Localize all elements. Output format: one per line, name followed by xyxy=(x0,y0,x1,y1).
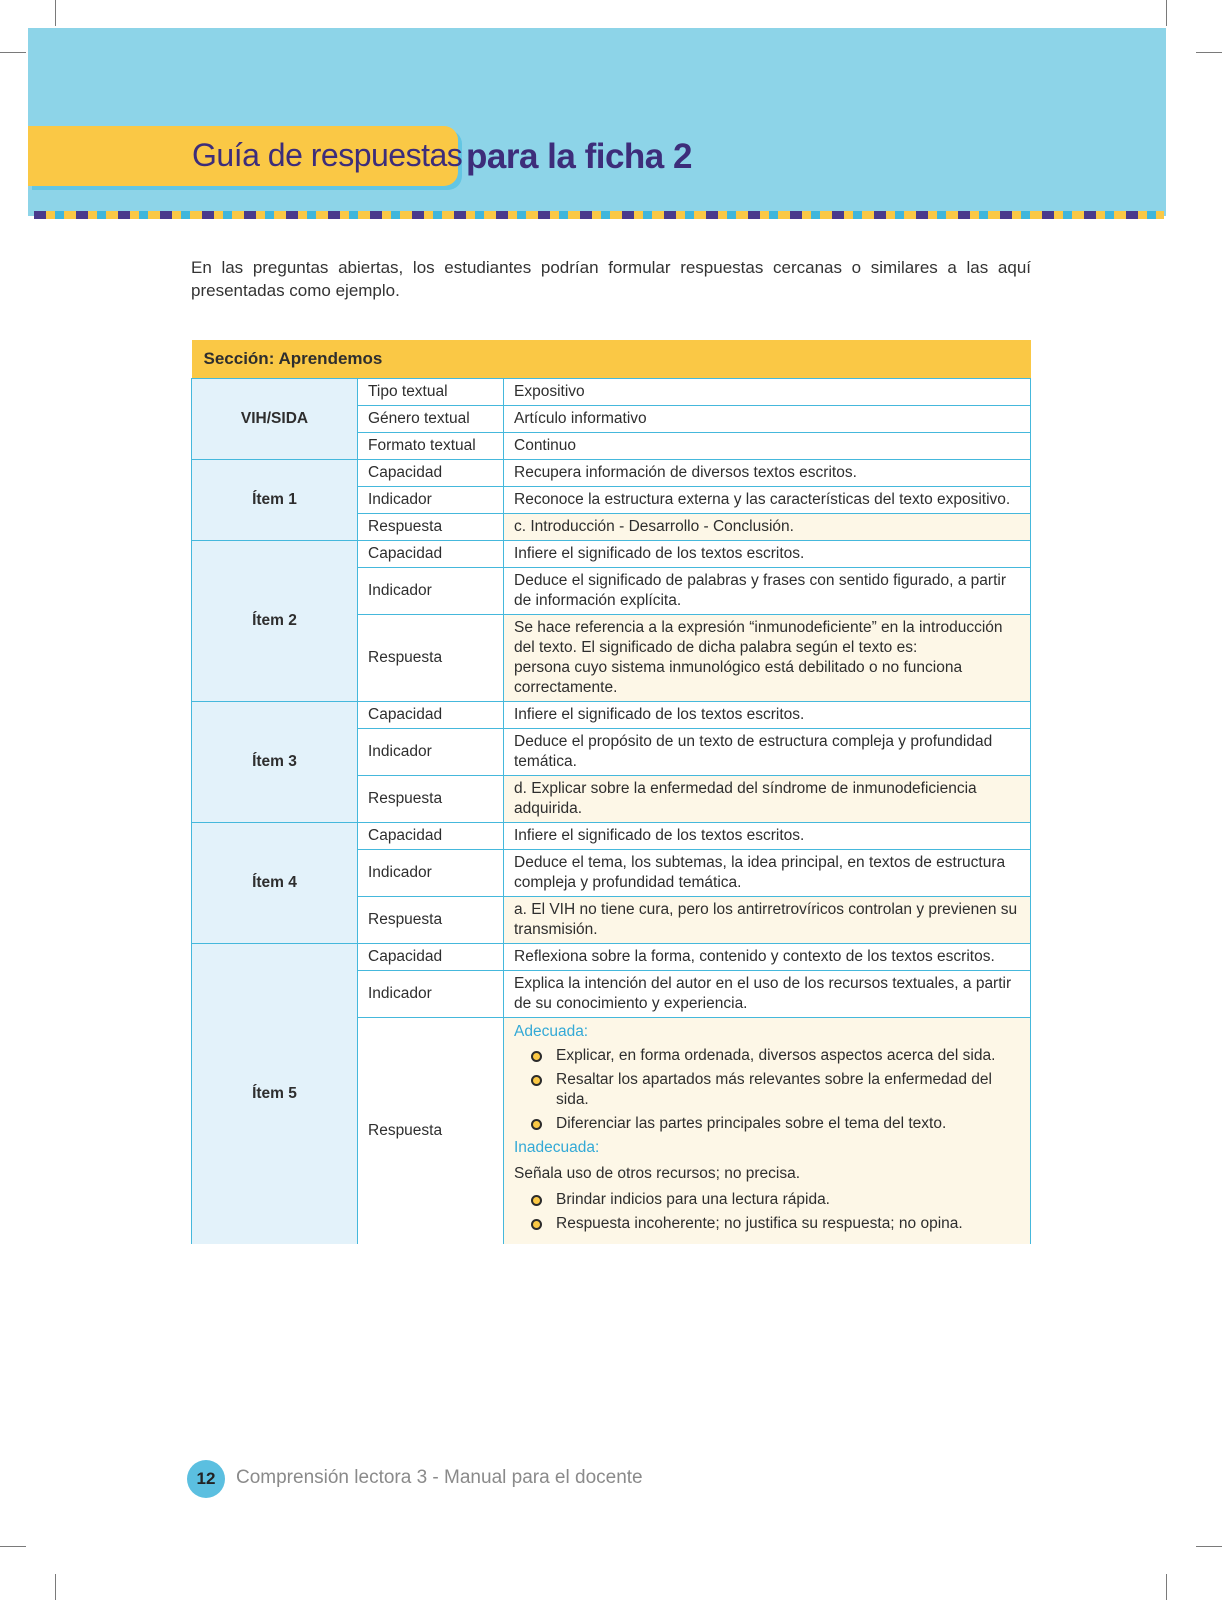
list-item-text: Diferenciar las partes principales sobre el tema del texto. xyxy=(556,1115,947,1132)
inadecuada-title: Inadecuada: xyxy=(514,1139,600,1156)
bullet-icon xyxy=(531,1075,542,1086)
row-label: Tipo textual xyxy=(358,379,504,406)
respuesta-text-part2: persona cuyo sistema inmunológico está debilitado o no funciona correctamente. xyxy=(514,659,963,696)
row-value: Artículo informativo xyxy=(504,406,1031,433)
list-item-text: Resaltar los apartados más relevantes sobre la enfermedad del sida. xyxy=(556,1071,992,1108)
table-row xyxy=(192,702,1031,729)
respuesta-value: c. Introducción - Desarrollo - Conclusión. xyxy=(504,514,1031,541)
capacidad-value: Recupera información de diversos textos escritos. xyxy=(504,460,1031,487)
crop-mark xyxy=(1196,1546,1222,1547)
inadecuada-intro: Señala uso de otros recursos; no precisa. xyxy=(514,1165,801,1182)
table-row xyxy=(192,944,1031,971)
item-label: Ítem 4 xyxy=(192,823,358,944)
list-item xyxy=(528,1070,1020,1110)
decorative-stripe xyxy=(34,211,1164,219)
item-label: Ítem 2 xyxy=(192,541,358,702)
respuesta-value: d. Explicar sobre la enfermedad del síndrome de inmunodeficiencia adquirida. xyxy=(504,776,1031,823)
indicador-value: Deduce el propósito de un texto de estructura compleja y profundidad temática. xyxy=(504,729,1031,776)
table-row xyxy=(192,460,1031,487)
item-label: Ítem 3 xyxy=(192,702,358,823)
table-row xyxy=(192,379,1031,406)
crop-mark xyxy=(0,52,26,53)
group-label: VIH/SIDA xyxy=(192,379,358,460)
bullet-icon xyxy=(531,1051,542,1062)
table-row xyxy=(192,541,1031,568)
row-label: Capacidad xyxy=(358,702,504,729)
indicador-value: Explica la intención del autor en el uso de los recursos textuales, a partir de su conocimiento y experiencia. xyxy=(504,971,1031,1018)
capacidad-value: Infiere el significado de los textos escritos. xyxy=(504,541,1031,568)
row-label: Respuesta xyxy=(358,514,504,541)
row-label: Indicador xyxy=(358,850,504,897)
row-label: Capacidad xyxy=(358,460,504,487)
row-label: Capacidad xyxy=(358,823,504,850)
row-label: Capacidad xyxy=(358,944,504,971)
section-title: Sección: Aprendemos xyxy=(192,340,1031,379)
capacidad-value: Infiere el significado de los textos escritos. xyxy=(504,823,1031,850)
row-label: Indicador xyxy=(358,971,504,1018)
list-item xyxy=(528,1214,1020,1234)
list-item-text: Explicar, en forma ordenada, diversos aspectos acerca del sida. xyxy=(556,1047,996,1064)
row-label: Indicador xyxy=(358,729,504,776)
respuesta-value: a. El VIH no tiene cura, pero los antirretrovíricos controlan y previenen su transmisión. xyxy=(504,897,1031,944)
indicador-value: Reconoce la estructura externa y las características del texto expositivo. xyxy=(504,487,1031,514)
respuesta-text-part1: Se hace referencia a la expresión “inmunodeficiente” en la introducción del texto. El significado de dicha palabra según el texto es: xyxy=(514,619,1003,656)
section-header-row xyxy=(192,340,1031,379)
row-label: Indicador xyxy=(358,487,504,514)
intro-paragraph: En las preguntas abiertas, los estudiantes podrían formular respuestas cercanas o similares a las aquí presentadas como ejemplo. xyxy=(191,258,1031,300)
bullet-icon xyxy=(531,1219,542,1230)
header-banner xyxy=(28,28,1166,216)
adecuada-title: Adecuada: xyxy=(514,1023,589,1040)
row-label: Indicador xyxy=(358,568,504,615)
inadecuada-list xyxy=(514,1190,1020,1234)
bullet-icon xyxy=(531,1195,542,1206)
bullet-icon xyxy=(531,1119,542,1130)
row-label: Formato textual xyxy=(358,433,504,460)
crop-mark xyxy=(0,1546,26,1547)
row-label: Género textual xyxy=(358,406,504,433)
footer-text: Comprensión lectora 3 - Manual para el docente xyxy=(236,1467,643,1488)
page-number: 12 xyxy=(187,1460,225,1498)
list-item xyxy=(528,1114,1020,1134)
list-item-text: Brindar indicios para una lectura rápida. xyxy=(556,1191,830,1208)
row-label: Respuesta xyxy=(358,1018,504,1245)
crop-mark xyxy=(1166,1574,1167,1600)
item-label: Ítem 1 xyxy=(192,460,358,541)
list-item-text: Respuesta incoherente; no justifica su respuesta; no opina. xyxy=(556,1215,963,1232)
row-label: Respuesta xyxy=(358,615,504,702)
capacidad-value: Reflexiona sobre la forma, contenido y contexto de los textos escritos. xyxy=(504,944,1031,971)
indicador-value: Deduce el significado de palabras y frases con sentido figurado, a partir de información explícita. xyxy=(504,568,1031,615)
list-item xyxy=(528,1046,1020,1066)
row-label: Respuesta xyxy=(358,776,504,823)
table-row xyxy=(192,823,1031,850)
row-label: Capacidad xyxy=(358,541,504,568)
capacidad-value: Infiere el significado de los textos escritos. xyxy=(504,702,1031,729)
respuesta-value xyxy=(504,1018,1031,1245)
crop-mark xyxy=(55,0,56,26)
row-label: Respuesta xyxy=(358,897,504,944)
page-title-part2: para la ficha 2 xyxy=(466,137,692,176)
item-label: Ítem 5 xyxy=(192,944,358,1245)
row-value: Expositivo xyxy=(504,379,1031,406)
page-title-part1: Guía de respuestas xyxy=(192,137,463,173)
crop-mark xyxy=(1196,52,1222,53)
adecuada-list xyxy=(514,1046,1020,1134)
answer-table xyxy=(191,340,1031,1244)
crop-mark xyxy=(1166,0,1167,26)
indicador-value: Deduce el tema, los subtemas, la idea principal, en textos de estructura compleja y profundidad temática. xyxy=(504,850,1031,897)
respuesta-value xyxy=(504,615,1031,702)
crop-mark xyxy=(55,1574,56,1600)
row-value: Continuo xyxy=(504,433,1031,460)
list-item xyxy=(528,1190,1020,1210)
